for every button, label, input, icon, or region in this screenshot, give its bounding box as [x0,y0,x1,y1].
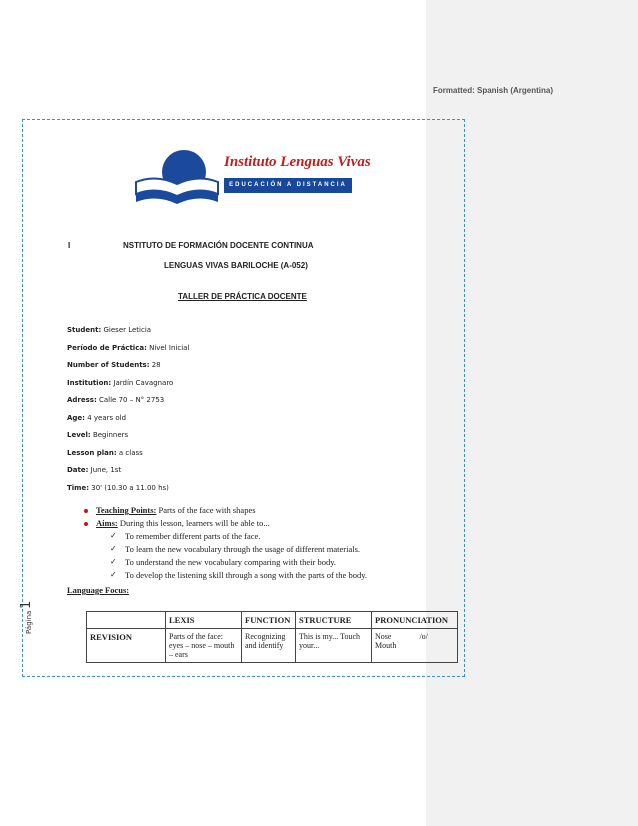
aim-item: To develop the listening skill through a song with the parts of the body. [125,570,368,580]
table-header-cell: PRONUNCIATION [372,612,458,629]
language-focus-heading: Language Focus: [67,585,130,595]
info-field [67,396,164,404]
page-word: Página [25,610,33,634]
field-label: Date: [67,466,89,474]
table-header-cell: FUNCTION [242,612,296,629]
pron-word: Mouth [375,641,397,650]
header-initial: I [68,241,71,250]
institute-logo [134,148,371,210]
field-value: Calle 70 – N° 2753 [96,396,165,404]
table-header-cell: STRUCTURE [296,612,372,629]
language-focus-table [86,611,458,663]
field-label: Age: [67,413,85,422]
table-row [87,629,458,663]
info-field [67,484,169,492]
row-label: REVISION [87,629,166,663]
aims: Aims: During this lesson, learners will be able to... [84,518,270,528]
check-icon: ✓ [110,531,117,540]
pron-word: Nose [375,632,392,641]
header-line1: NSTITUTO DE FORMACIÓN DOCENTE CONTINUA [123,241,314,250]
field-label: Período de Práctica: [67,343,147,352]
info-field [67,466,121,474]
field-value: June, 1st [88,466,122,474]
field-value: Gieser Leticia [101,326,152,334]
check-icon: ✓ [110,544,117,553]
logo-band: EDUCACIÓN A DISTANCIA [224,178,352,193]
info-field [67,344,189,352]
page-number-label [19,594,41,634]
info-field [67,326,151,334]
page-number: 1 [19,600,34,609]
field-label: Lesson plan: [67,448,117,457]
field-label: Student: [67,326,102,334]
teaching-points: Teaching Points: Parts of the face with shapes [84,505,256,515]
header-line2: LENGUAS VIVAS BARILOCHE (A-052) [164,261,308,270]
info-field [67,449,143,457]
comment-title: Formatted: Spanish (Argentina) [433,86,554,95]
field-value: Nivel Inicial [146,343,190,352]
field-value: a class [116,448,143,457]
field-value: 4 years old [84,413,127,422]
table-header-cell [87,612,166,629]
check-icon: ✓ [110,557,117,566]
info-field [67,431,128,439]
info-field [67,379,173,387]
table-header-row [87,612,458,629]
pron-symbol: /o/ [419,632,428,641]
field-label: Level: [67,431,91,439]
aim-item: To remember different parts of the face. [125,531,261,541]
field-label: Number of Students: [67,361,150,369]
field-label: Institution: [67,378,112,387]
field-label: Time: [67,483,90,492]
field-value: Jardín Cavagnaro [111,378,174,387]
aim-item: To learn the new vocabulary through the usage of different materials. [125,544,361,554]
open-book-icon [134,172,220,204]
table-header-cell: LEXIS [166,612,242,629]
bullet-icon [84,522,88,526]
pronunciation-cell [372,629,458,663]
aim-item: To understand the new vocabulary comparing with their body. [125,557,337,567]
field-value: Beginners [90,431,129,439]
info-field [67,414,126,422]
structure-cell: This is my... Touch your... [296,629,372,663]
logo-name: Instituto Lenguas Vivas [224,154,371,170]
info-field [67,361,161,369]
bullet-icon [84,509,88,513]
lexis-cell: Parts of the face: eyes – nose – mouth – ears [166,629,242,663]
function-cell: Recognizing and identify [242,629,296,663]
field-value: 28 [149,361,161,369]
field-value: 30' (10.30 a 11.00 hs) [89,483,169,492]
field-label: Adress: [67,396,97,404]
workshop-title: TALLER DE PRÁCTICA DOCENTE [178,292,307,301]
check-icon: ✓ [110,570,117,579]
